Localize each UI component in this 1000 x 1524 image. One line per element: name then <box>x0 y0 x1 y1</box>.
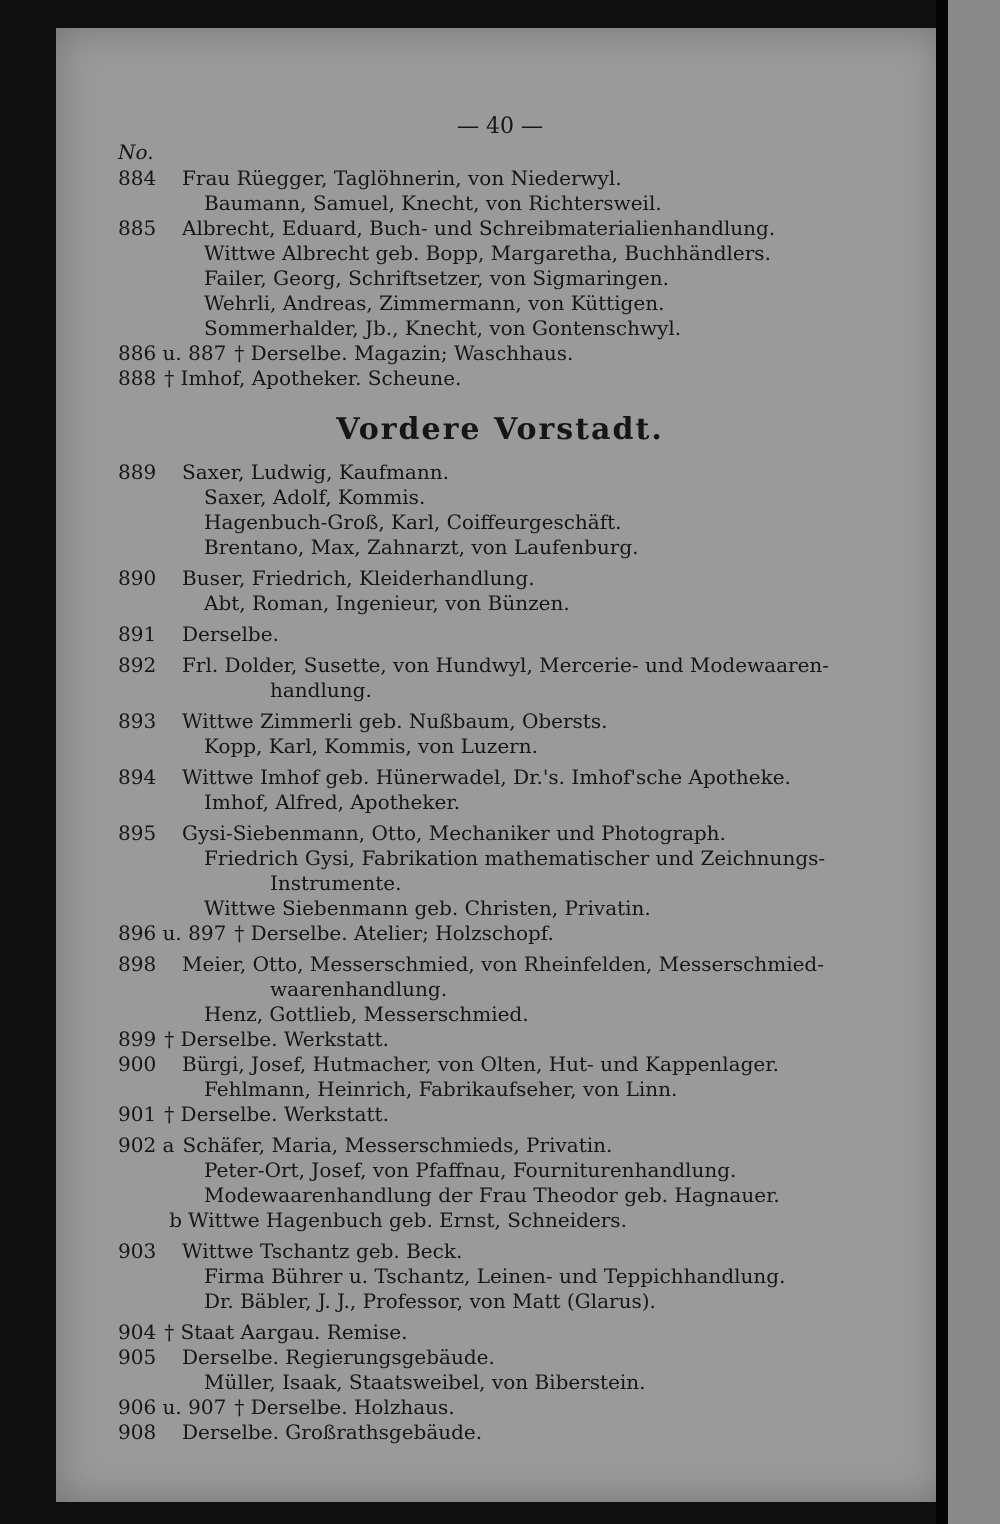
entry-text: Wittwe Hagenbuch geb. Ernst, Schneiders. <box>188 1208 627 1232</box>
entry-row <box>118 1208 858 1233</box>
entry-text: Failer, Georg, Schriftsetzer, von Sigmaringen. <box>204 266 669 290</box>
entry-text: waarenhandlung. <box>270 977 448 1001</box>
house-number: 898 <box>118 952 157 976</box>
entry-row <box>118 678 858 703</box>
house-number <box>118 266 182 291</box>
entry-row <box>118 921 858 946</box>
house-number <box>118 790 182 815</box>
house-number: 892 <box>118 653 157 677</box>
entry-text: Wehrli, Andreas, Zimmermann, von Küttigen. <box>204 291 665 315</box>
entry-text: Saxer, Ludwig, Kaufmann. <box>182 460 449 484</box>
house-number: 893 <box>118 709 157 733</box>
entry-row <box>118 896 858 921</box>
house-number: 908 <box>118 1420 157 1444</box>
entry-text: Wittwe Albrecht geb. Bopp, Margaretha, Buchhändlers. <box>204 241 771 265</box>
entry-text: Dr. Bäbler, J. J., Professor, von Matt (Glarus). <box>204 1289 656 1313</box>
house-number <box>118 510 182 535</box>
entry-text: Gysi-Siebenmann, Otto, Mechaniker und Photograph. <box>182 821 726 845</box>
entry-row <box>118 790 858 815</box>
house-number <box>118 485 182 510</box>
house-number: 888 <box>118 366 157 390</box>
entry-row <box>118 1077 858 1102</box>
house-number: 885 <box>118 216 157 240</box>
entry-row <box>118 1320 858 1345</box>
entry-text: Bürgi, Josef, Hutmacher, von Olten, Hut- und Kappenlager. <box>182 1052 779 1076</box>
entry-text: Müller, Isaak, Staatsweibel, von Biberstein. <box>204 1370 646 1394</box>
house-number <box>118 977 182 1002</box>
entry-row <box>118 166 858 191</box>
entry-row <box>118 846 858 871</box>
house-number: 891 <box>118 622 157 646</box>
house-number: 902 a <box>118 1133 175 1157</box>
entry-row <box>118 977 858 1002</box>
entry-row <box>118 1133 858 1158</box>
entry-row <box>118 1420 858 1445</box>
entry-row <box>118 653 858 678</box>
house-number <box>118 846 182 871</box>
house-number <box>118 1077 182 1102</box>
entry-text: Frl. Dolder, Susette, von Hundwyl, Mercerie- und Modewaaren- <box>182 653 830 677</box>
entries-list-bottom <box>118 460 858 1445</box>
entry-row <box>118 266 858 291</box>
entry-text: Modewaarenhandlung der Frau Theodor geb. Hagnauer. <box>204 1183 780 1207</box>
entry-row <box>118 341 858 366</box>
house-number: b <box>169 1208 182 1232</box>
entry-row <box>118 765 858 790</box>
entry-row <box>118 1289 858 1314</box>
adjacent-page-edge <box>948 0 1000 1524</box>
entry-text: Derselbe. Regierungsgebäude. <box>182 1345 495 1369</box>
entry-row <box>118 952 858 977</box>
house-number <box>118 291 182 316</box>
entry-row <box>118 291 858 316</box>
house-number: 889 <box>118 460 157 484</box>
house-number <box>118 1289 182 1314</box>
entry-row <box>118 510 858 535</box>
entry-row <box>118 1395 858 1420</box>
house-number <box>118 1183 182 1208</box>
house-number: 884 <box>118 166 157 190</box>
entry-row <box>118 1002 858 1027</box>
entry-text: Meier, Otto, Messerschmied, von Rheinfelden, Messerschmied- <box>182 952 824 976</box>
entry-text: † Derselbe. Atelier; Holzschopf. <box>234 921 554 945</box>
house-number <box>118 896 182 921</box>
entry-row <box>118 1183 858 1208</box>
entry-text: Wittwe Tschantz geb. Beck. <box>182 1239 463 1263</box>
entry-text: Baumann, Samuel, Knecht, von Richtersweil. <box>204 191 662 215</box>
entry-text: Frau Rüegger, Taglöhnerin, von Niederwyl. <box>182 166 622 190</box>
gutter-shadow <box>936 0 948 1524</box>
entry-text: Peter-Ort, Josef, von Pfaffnau, Fourniturenhandlung. <box>204 1158 737 1182</box>
entry-row <box>118 366 858 391</box>
house-number: 904 <box>118 1320 157 1344</box>
column-label-no: No. <box>118 140 154 164</box>
entry-text: Wittwe Siebenmann geb. Christen, Privatin. <box>204 896 651 920</box>
house-number <box>118 316 182 341</box>
entry-text: Wittwe Imhof geb. Hünerwadel, Dr.'s. Imhof'sche Apotheke. <box>182 765 791 789</box>
entry-text: Friedrich Gysi, Fabrikation mathematischer und Zeichnungs- <box>204 846 826 870</box>
entry-row <box>118 821 858 846</box>
entry-text: † Derselbe. Magazin; Waschhaus. <box>234 341 574 365</box>
entry-text: Buser, Friedrich, Kleiderhandlung. <box>182 566 535 590</box>
house-number <box>118 191 182 216</box>
house-number <box>118 678 182 703</box>
house-number: 886 u. 887 <box>118 341 227 365</box>
entry-row <box>118 566 858 591</box>
page-number: — 40 — <box>457 114 543 139</box>
house-number: 901 <box>118 1102 157 1126</box>
entry-row <box>118 485 858 510</box>
entry-row <box>118 1158 858 1183</box>
entries-list-top <box>118 166 858 391</box>
house-number: 890 <box>118 566 157 590</box>
entry-row <box>118 241 858 266</box>
section-heading: Vordere Vorstadt. <box>336 412 664 447</box>
entry-text: † Derselbe. Werkstatt. <box>164 1102 389 1126</box>
entry-text: Abt, Roman, Ingenieur, von Bünzen. <box>204 591 570 615</box>
entry-text: Derselbe. <box>182 622 279 646</box>
entry-text: Firma Bührer u. Tschantz, Leinen- und Teppichhandlung. <box>204 1264 786 1288</box>
entry-text: Saxer, Adolf, Kommis. <box>204 485 426 509</box>
entry-text: † Derselbe. Werkstatt. <box>164 1027 389 1051</box>
house-number <box>118 241 182 266</box>
entry-text: Kopp, Karl, Kommis, von Luzern. <box>204 734 538 758</box>
house-number: 895 <box>118 821 157 845</box>
house-number: 903 <box>118 1239 157 1263</box>
entry-text: Hagenbuch-Groß, Karl, Coiffeurgeschäft. <box>204 510 622 534</box>
house-number <box>118 1264 182 1289</box>
entry-row <box>118 191 858 216</box>
entry-row <box>118 1239 858 1264</box>
entry-text: Wittwe Zimmerli geb. Nußbaum, Obersts. <box>182 709 608 733</box>
entry-text: Fehlmann, Heinrich, Fabrikaufseher, von Linn. <box>204 1077 678 1101</box>
entry-text: Instrumente. <box>270 871 402 895</box>
entry-text: † Staat Aargau. Remise. <box>164 1320 408 1344</box>
entry-row <box>118 709 858 734</box>
entry-text: Schäfer, Maria, Messerschmieds, Privatin. <box>182 1133 613 1157</box>
entry-text: handlung. <box>270 678 372 702</box>
entry-text: † Imhof, Apotheker. Scheune. <box>164 366 462 390</box>
entry-row <box>118 871 858 896</box>
house-number <box>118 734 182 759</box>
entry-row <box>118 216 858 241</box>
entry-row <box>118 591 858 616</box>
entry-row <box>118 1370 858 1395</box>
house-number <box>118 1002 182 1027</box>
house-number: 896 u. 897 <box>118 921 227 945</box>
entry-row <box>118 460 858 485</box>
entry-text: Albrecht, Eduard, Buch- und Schreibmaterialienhandlung. <box>182 216 776 240</box>
house-number <box>118 1370 182 1395</box>
entry-row <box>118 1102 858 1127</box>
entry-text: Henz, Gottlieb, Messerschmied. <box>204 1002 529 1026</box>
entry-row <box>118 1052 858 1077</box>
house-number <box>118 535 182 560</box>
entry-text: † Derselbe. Holzhaus. <box>234 1395 455 1419</box>
house-number: 906 u. 907 <box>118 1395 227 1419</box>
house-number: 894 <box>118 765 157 789</box>
house-number: 899 <box>118 1027 157 1051</box>
entry-row <box>118 1345 858 1370</box>
entry-text: Derselbe. Großrathsgebäude. <box>182 1420 483 1444</box>
house-number <box>118 591 182 616</box>
house-number <box>118 1158 182 1183</box>
entry-text: Imhof, Alfred, Apotheker. <box>204 790 461 814</box>
entry-row <box>118 1264 858 1289</box>
entry-row <box>118 1027 858 1052</box>
entry-row <box>118 535 858 560</box>
entry-row <box>118 622 858 647</box>
entry-text: Sommerhalder, Jb., Knecht, von Gontenschwyl. <box>204 316 682 340</box>
house-number: 900 <box>118 1052 157 1076</box>
house-number <box>118 871 182 896</box>
house-number: 905 <box>118 1345 157 1369</box>
entry-row <box>118 316 858 341</box>
entry-row <box>118 734 858 759</box>
entry-text: Brentano, Max, Zahnarzt, von Laufenburg. <box>204 535 639 559</box>
